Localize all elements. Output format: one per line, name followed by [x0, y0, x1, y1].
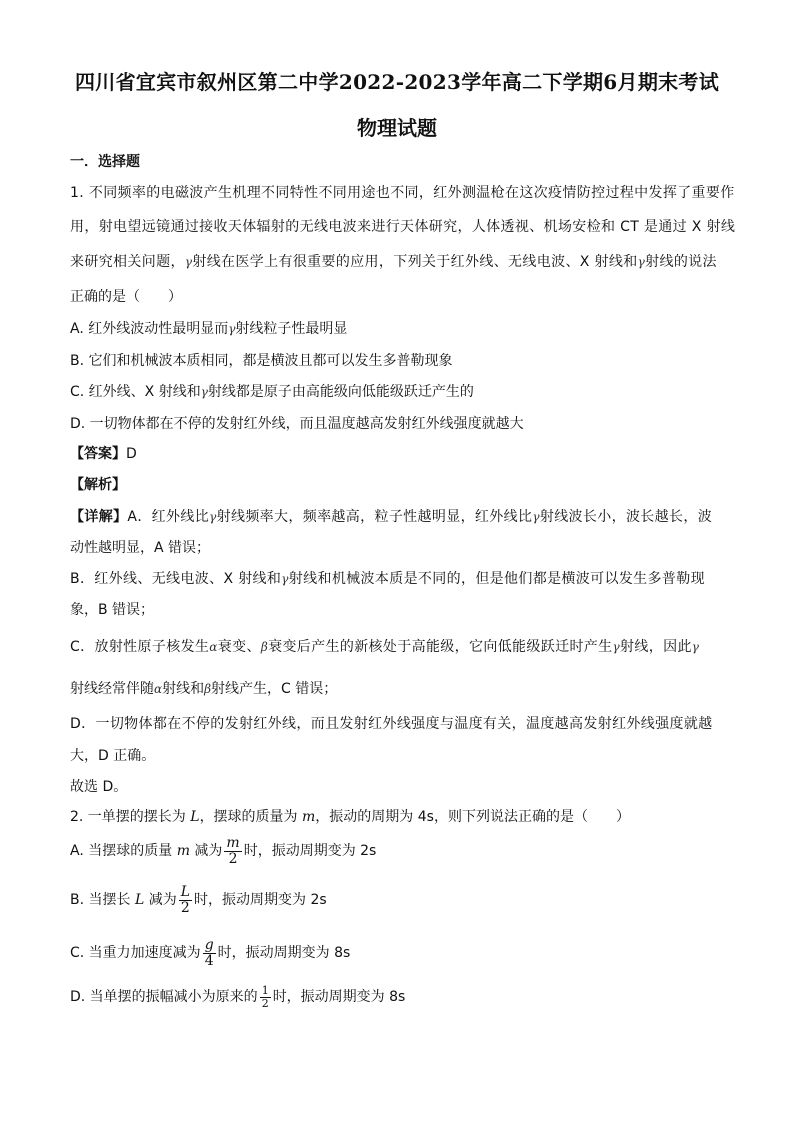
gamma-symbol: γ: [637, 255, 646, 269]
q1-stem-line2: 用，射电望远镜通过接收天体辐射的无线电波来进行天体研究，人体透视、机场安检和 CT 是通过 X 射线: [70, 219, 736, 235]
gamma-symbol: γ: [281, 572, 289, 586]
q2-option-d: D. 当单摆的振幅减小为原来的 $\frac{1}{2}$ 时，振动周期变为 8s: [70, 984, 406, 1010]
q1-detail-line4: 象，B 错误；: [70, 602, 155, 618]
answer-value: D: [126, 446, 137, 462]
q1-detail-line1: 【详解】A．红外线比γ射线频率大，频率越高，粒子性越明显，红外线比γ射线波长小，波长越长，波: [70, 509, 713, 525]
q2-option-c: C. 当重力加速度减为 $\frac{g}{4}$ 时，振动周期变为 8s: [70, 937, 351, 969]
detail-tag: 【详解】: [70, 509, 128, 525]
fraction-L-over-2: $\frac{L}{2}$: [180, 884, 191, 916]
q1-stem-line4: 正确的是（ ）: [70, 289, 182, 305]
q1-detail-line6: 射线经常伴随α射线和β射线产生，C 错误；: [70, 681, 338, 697]
gamma-symbol: γ: [612, 640, 621, 654]
q1-option-c: C. 红外线、X 射线和γ射线都是原子由高能级向低能级跃迁产生的: [70, 384, 474, 400]
q1-stem-line3: 来研究相关问题，γ射线在医学上有很重要的应用，下列关于红外线、无线电波、X 射线和γ射线的说法: [70, 254, 717, 270]
gamma-symbol: γ: [532, 510, 540, 524]
q2-stem: 2. 一单摆的摆长为 L，摆球的质量为 m，振动的周期为 4s，则下列说法正确的是（ ）: [70, 809, 630, 825]
beta-symbol: β: [204, 682, 212, 696]
q1-detail-line7: D．一切物体都在不停的发射红外线，而且发射红外线强度与温度有关，温度越高发射红外线强度就越: [70, 716, 713, 732]
q1-option-d: D. 一切物体都在不停的发射红外线，而且温度越高发射红外线强度就越大: [70, 416, 524, 432]
gamma-symbol: γ: [200, 385, 208, 399]
q1-detail-line5: C．放射性原子核发生α衰变、β衰变后产生的新核处于高能级，它向低能级跃迁时产生γ射线，因此γ: [70, 639, 700, 655]
q1-detail-line2: 动性越明显，A 错误；: [70, 540, 211, 556]
exam-subtitle: 物理试题: [357, 116, 437, 140]
q1-option-a: A. 红外线波动性最明显而γ射线粒子性最明显: [70, 321, 348, 337]
fraction-g-over-4: $\frac{g}{4}$: [204, 937, 214, 969]
answer-tag: 【答案】: [70, 446, 126, 462]
fraction-1-over-2: $\frac{1}{2}$: [261, 984, 269, 1010]
gamma-symbol: γ: [184, 255, 193, 269]
q1-analysis-tag: 【解析】: [70, 477, 126, 493]
alpha-symbol: α: [209, 640, 218, 654]
beta-symbol: β: [260, 640, 269, 654]
q1-detail-line8: 大，D 正确。: [70, 748, 156, 764]
q1-answer: [70, 443, 137, 463]
q2-option-b: B. 当摆长 L 减为 $\frac{L}{2}$ 时，振动周期变为 2s: [70, 884, 327, 916]
q1-detail-line9: 故选 D。: [70, 779, 128, 795]
q1-detail-line3: B．红外线、无线电波、X 射线和γ射线和机械波本质是不同的，但是他们都是横波可以发生多普勒现: [70, 571, 705, 587]
q1-stem-line1: 1. 不同频率的电磁波产生机理不同特性不同用途也不同，红外测温枪在这次疫情防控过程中发挥了重要作: [70, 185, 735, 201]
gamma-symbol: γ: [691, 640, 700, 654]
exam-title: 四川省宜宾市叙州区第二中学2022-2023学年高二下学期6月期末考试: [74, 70, 720, 94]
q2-option-a: A. 当摆球的质量 m 减为 $\frac{m}{2}$ 时，振动周期变为 2s: [70, 835, 377, 867]
gamma-symbol: γ: [209, 510, 217, 524]
fraction-m-over-2: $\frac{m}{2}$: [226, 835, 240, 867]
gamma-symbol: γ: [228, 322, 236, 336]
section-heading: 一．选择题: [70, 154, 140, 170]
q1-option-b: B. 它们和机械波本质相同，都是横波且都可以发生多普勒现象: [70, 353, 453, 369]
alpha-symbol: α: [154, 682, 163, 696]
